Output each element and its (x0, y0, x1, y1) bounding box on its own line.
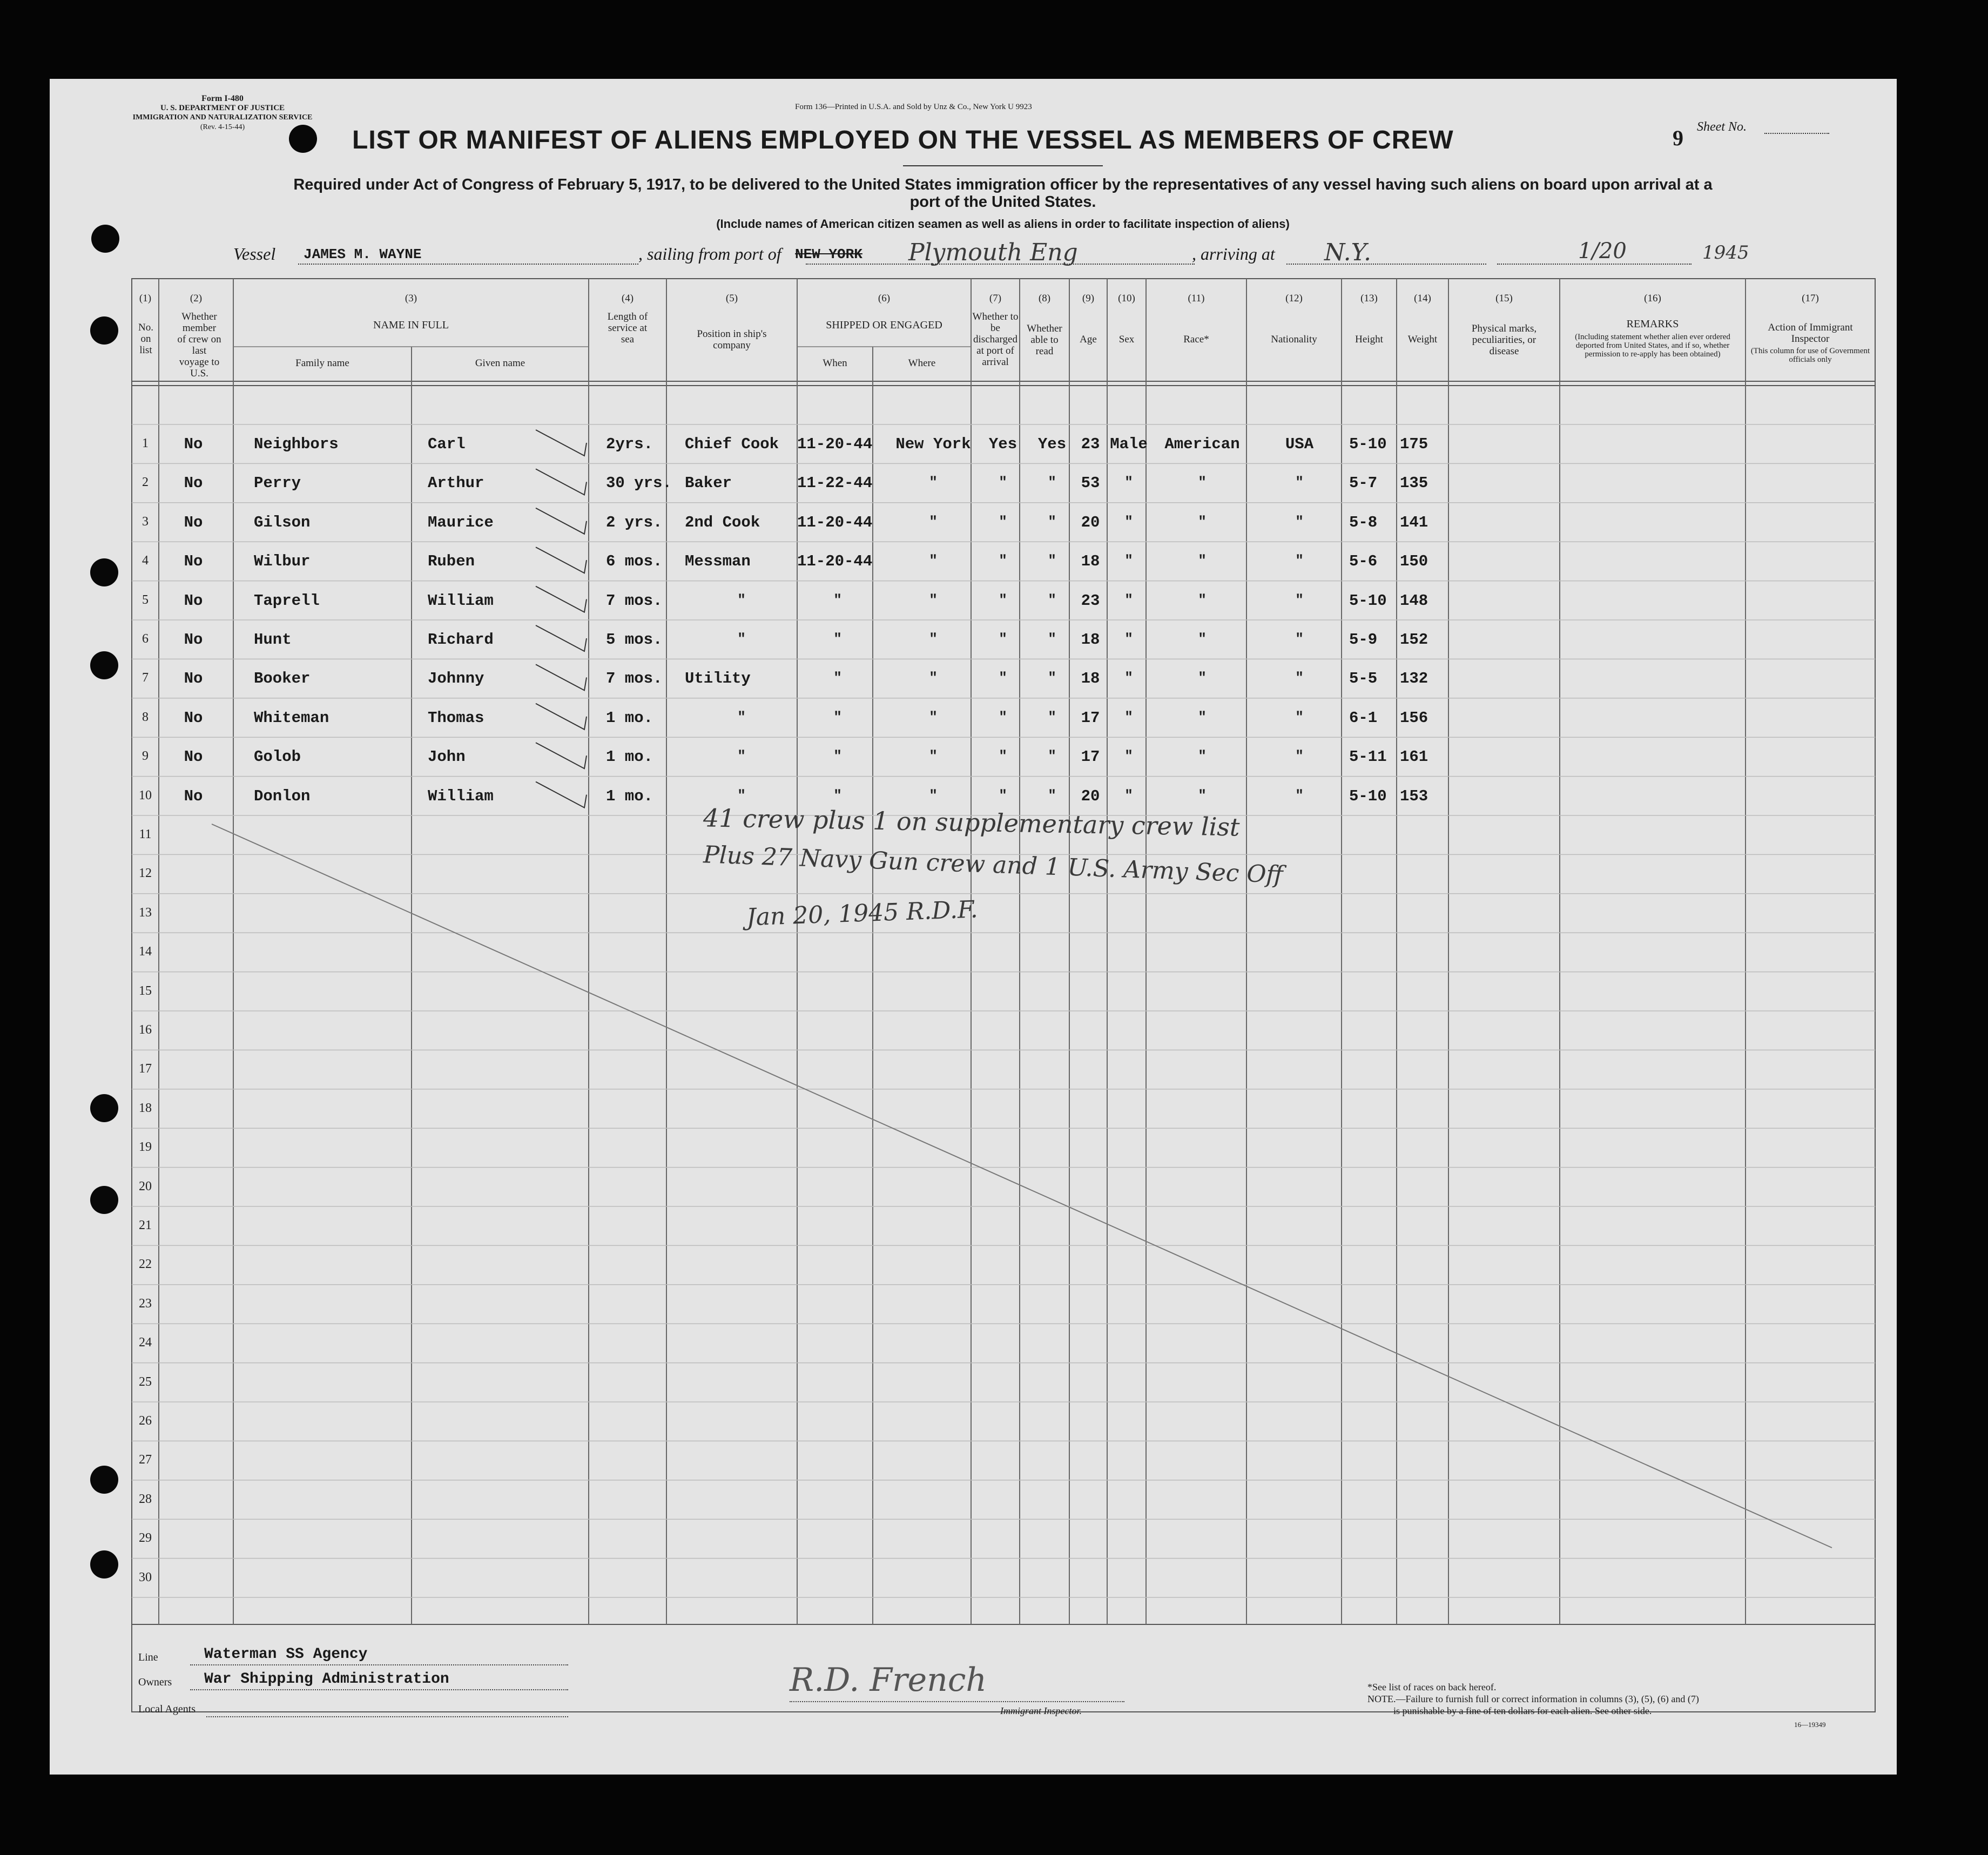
given-name-cell: William (428, 787, 494, 805)
nationality-cell: " (1295, 513, 1304, 530)
given-name-cell: Ruben (428, 552, 475, 571)
row-number: 4 (142, 554, 149, 568)
family-name-cell: Neighbors (254, 435, 339, 453)
col16-header: REMARKS (1626, 318, 1679, 330)
shipped-where-cell: New York (895, 435, 971, 453)
row-number: 5 (142, 592, 149, 607)
service-line: IMMIGRATION AND NATURALIZATION SERVICE (132, 113, 313, 122)
col6-header: SHIPPED OR ENGAGED (826, 319, 942, 331)
discharged-cell: " (999, 709, 1007, 725)
height-cell: 5-5 (1349, 670, 1378, 688)
row-number: 8 (142, 710, 149, 724)
row-number: 12 (139, 866, 152, 881)
position-cell: " (737, 709, 746, 725)
position-cell: Utility (685, 670, 751, 688)
prev-voyage-cell: No (184, 787, 203, 805)
race-cell: " (1198, 748, 1207, 765)
signature-underline (790, 1701, 1124, 1702)
shipped-when-cell: " (833, 748, 842, 765)
row-number: 20 (139, 1179, 152, 1193)
age-cell: 18 (1081, 670, 1100, 688)
age-cell: 23 (1081, 435, 1100, 453)
sailing-port-handwritten: Plymouth Eng (908, 239, 1078, 266)
weight-cell: 132 (1400, 670, 1428, 688)
race-cell: " (1198, 670, 1207, 686)
col14-num: (14) (1414, 293, 1431, 304)
col17-subheader: (This column for use of Government officials only (1750, 347, 1870, 364)
sex-cell: " (1124, 748, 1133, 765)
prev-voyage-cell: No (184, 513, 203, 531)
shipped-where-cell: " (929, 552, 938, 569)
prev-voyage-cell: No (184, 474, 203, 493)
row-number: 1 (142, 436, 149, 450)
height-cell: 5-11 (1349, 748, 1387, 766)
col6-num: (6) (878, 293, 891, 304)
col10-num: (10) (1118, 293, 1135, 304)
col2-header: Whether member of crew on last voyage to U.S. (177, 311, 221, 379)
shipped-where-cell: " (929, 748, 938, 765)
shipped-when-cell: " (833, 670, 842, 686)
given-name-cell: Arthur (428, 474, 484, 493)
height-cell: 6-1 (1349, 709, 1378, 727)
shipped-where-cell: " (929, 670, 938, 686)
service-length-cell: 6 mos. (606, 552, 663, 571)
family-name-cell: Gilson (254, 513, 311, 531)
age-cell: 17 (1081, 748, 1100, 766)
line-underline (190, 1664, 568, 1665)
arrival-year: 1945 (1702, 242, 1749, 264)
able-to-read-cell: " (1048, 513, 1056, 530)
col12-header: Nationality (1271, 334, 1317, 345)
weight-cell: 175 (1400, 435, 1428, 453)
weight-cell: 141 (1400, 513, 1428, 531)
weight-cell: 148 (1400, 591, 1428, 610)
able-to-read-cell: " (1048, 591, 1056, 608)
col6-where-header: Where (908, 357, 936, 369)
row-number: 29 (139, 1531, 152, 1546)
service-length-cell: 30 yrs. (606, 474, 672, 493)
family-name-cell: Whiteman (254, 709, 329, 727)
owners-underline (190, 1689, 568, 1690)
discharged-cell: " (999, 513, 1007, 530)
race-cell: " (1198, 513, 1207, 530)
row-number: 22 (139, 1257, 152, 1272)
race-cell: American (1164, 435, 1240, 453)
row-number: 6 (142, 632, 149, 646)
nationality-cell: " (1295, 670, 1304, 686)
shipped-where-cell: " (929, 591, 938, 608)
col11-header: Race* (1183, 334, 1209, 345)
service-length-cell: 7 mos. (606, 670, 663, 688)
race-cell: " (1198, 631, 1207, 647)
shipped-when-cell: " (833, 709, 842, 725)
col8-num: (8) (1038, 293, 1051, 304)
sheet-label: Sheet No. (1697, 120, 1747, 134)
row-number: 10 (139, 788, 152, 802)
service-length-cell: 5 mos. (606, 631, 663, 649)
height-cell: 5-7 (1349, 474, 1378, 493)
given-name-cell: Maurice (428, 513, 494, 531)
position-cell: 2nd Cook (685, 513, 760, 531)
position-cell: Baker (685, 474, 732, 493)
weight-cell: 135 (1400, 474, 1428, 493)
row-number: 11 (139, 827, 152, 841)
page-title: LIST OR MANIFEST OF ALIENS EMPLOYED ON THE VESSEL AS MEMBERS OF CREW (352, 126, 1454, 154)
family-name-cell: Donlon (254, 787, 311, 805)
owners-value: War Shipping Administration (204, 1671, 449, 1688)
able-to-read-cell: Yes (1037, 435, 1067, 453)
row-number: 15 (139, 983, 152, 998)
vessel-name: JAMES M. WAYNE (304, 246, 422, 262)
able-to-read-cell: " (1048, 709, 1056, 725)
col1-num: (1) (139, 293, 152, 304)
race-cell: " (1198, 591, 1207, 608)
position-cell: Chief Cook (685, 435, 779, 453)
given-name-cell: Carl (428, 435, 466, 453)
col16-num: (16) (1644, 293, 1661, 304)
discharged-cell: " (999, 474, 1007, 491)
col3-header: NAME IN FULL (373, 319, 449, 331)
col11-num: (11) (1188, 293, 1205, 304)
prev-voyage-cell: No (184, 670, 203, 688)
height-cell: 5-6 (1349, 552, 1378, 571)
penalty-note-2: is punishable by a fine of ten dollars for each alien. See other side. (1393, 1705, 1652, 1716)
handwritten-note-line-1: 41 crew plus 1 on supplementary crew list (703, 803, 1240, 842)
row-number: 24 (139, 1335, 152, 1350)
immigrant-inspector-label: Immigrant Inspector. (1000, 1705, 1082, 1716)
col13-header: Height (1355, 334, 1383, 345)
discharged-cell: " (999, 552, 1007, 569)
family-name-cell: Wilbur (254, 552, 311, 571)
prev-voyage-cell: No (184, 748, 203, 766)
required-line: Required under Act of Congress of February 5, 1917, to be delivered to the United States immigration officer by the representatives of any vessel having such aliens on board upon arrival at a (293, 176, 1713, 193)
col3-given-header: Given name (475, 357, 525, 369)
race-cell: " (1198, 552, 1207, 569)
form-number: Form I-480 (201, 94, 244, 103)
service-length-cell: 2yrs. (606, 435, 653, 453)
shipped-when-cell: 11-20-44 (797, 435, 873, 453)
weight-cell: 150 (1400, 552, 1428, 571)
prev-voyage-cell: No (184, 631, 203, 649)
nationality-cell: " (1295, 787, 1304, 804)
nationality-cell: " (1295, 631, 1304, 647)
col7-num: (7) (989, 293, 1002, 304)
sailing-label: , sailing from port of (638, 244, 781, 264)
nationality-cell: " (1295, 709, 1304, 725)
line-value: Waterman SS Agency (204, 1646, 368, 1663)
row-number: 14 (139, 945, 152, 959)
required-line-2: port of the United States. (909, 193, 1096, 211)
service-length-cell: 1 mo. (606, 787, 653, 805)
shipped-where-cell: " (929, 631, 938, 647)
family-name-cell: Hunt (254, 631, 292, 649)
position-cell: " (737, 591, 746, 608)
shipped-when-cell: " (833, 591, 842, 608)
revision-line: (Rev. 4-15-44) (200, 123, 245, 131)
row-number: 9 (142, 749, 149, 764)
sex-cell: " (1124, 474, 1133, 491)
nationality-cell: " (1295, 474, 1304, 491)
shipped-when-cell: " (833, 631, 842, 647)
sex-cell: " (1124, 670, 1133, 686)
row-number: 25 (139, 1374, 152, 1389)
age-cell: 53 (1081, 474, 1100, 493)
age-cell: 18 (1081, 631, 1100, 649)
row-number: 17 (139, 1062, 152, 1076)
race-cell: " (1198, 787, 1207, 804)
given-name-cell: Thomas (428, 709, 484, 727)
nationality-cell: " (1295, 748, 1304, 765)
row-number: 21 (139, 1218, 152, 1232)
race-cell: " (1198, 474, 1207, 491)
col4-num: (4) (621, 293, 634, 304)
age-cell: 17 (1081, 709, 1100, 727)
weight-cell: 152 (1400, 631, 1428, 649)
weight-cell: 153 (1400, 787, 1428, 805)
nationality-cell: " (1295, 552, 1304, 569)
col17-header: Action of Immigrant Inspector (1768, 322, 1853, 345)
given-name-cell: John (428, 748, 466, 766)
able-to-read-cell: " (1048, 787, 1056, 804)
col4-header: Length of service at sea (607, 311, 648, 345)
weight-cell: 161 (1400, 748, 1428, 766)
position-cell: " (737, 631, 746, 647)
service-length-cell: 1 mo. (606, 748, 653, 766)
col17-num: (17) (1802, 293, 1819, 304)
sheet-number: 9 (1673, 126, 1683, 150)
discharged-cell: " (999, 670, 1007, 686)
col3-family-header: Family name (295, 357, 349, 369)
able-to-read-cell: " (1048, 631, 1056, 647)
col16-subheader: (Including statement whether alien ever ordered deported from United States, and if so, whether permission to re-apply has been obtained) (1575, 333, 1730, 359)
arrival-date: 1/20 (1578, 239, 1627, 264)
col2-num: (2) (190, 293, 203, 304)
inspector-signature: R.D. French (790, 1661, 987, 1699)
discharged-cell: " (999, 631, 1007, 647)
shipped-where-cell: " (929, 513, 938, 530)
penalty-note-1: NOTE.—Failure to furnish full or correct information in columns (3), (5), (6) and (7) (1367, 1694, 1699, 1704)
service-length-cell: 2 yrs. (606, 513, 663, 531)
col5-num: (5) (725, 293, 738, 304)
sailing-port-typed: NEW YORK (795, 246, 862, 262)
printer-line: Form 136—Printed in U.S.A. and Sold by Unz & Co., New York U 9923 (795, 103, 1032, 111)
col8-header: Whether able to read (1027, 323, 1062, 357)
row-number: 27 (139, 1453, 152, 1467)
discharged-cell: Yes (988, 435, 1017, 453)
shipped-where-cell: " (929, 787, 938, 804)
discharged-cell: " (999, 748, 1007, 765)
handwritten-note-line-2: Plus 27 Navy Gun crew and 1 U.S. Army Sec Off (703, 841, 1284, 889)
races-note: *See list of races on back hereof. (1367, 1682, 1497, 1692)
shipped-where-cell: " (929, 474, 938, 491)
able-to-read-cell: " (1048, 474, 1056, 491)
height-cell: 5-9 (1349, 631, 1378, 649)
family-name-cell: Booker (254, 670, 311, 688)
position-cell: " (737, 787, 746, 804)
service-length-cell: 7 mos. (606, 591, 663, 610)
manifest-sheet (50, 79, 1897, 1775)
sex-cell: " (1124, 787, 1133, 804)
nationality-cell: " (1295, 591, 1304, 608)
given-name-cell: Richard (428, 631, 494, 649)
nationality-cell: USA (1285, 435, 1314, 453)
age-cell: 18 (1081, 552, 1100, 571)
height-cell: 5-8 (1349, 513, 1378, 531)
prev-voyage-cell: No (184, 591, 203, 610)
sex-cell: " (1124, 709, 1133, 725)
weight-cell: 156 (1400, 709, 1428, 727)
position-cell: " (737, 748, 746, 765)
line-label: Line (138, 1651, 158, 1663)
vessel-label: Vessel (233, 244, 276, 264)
col3-num: (3) (405, 293, 417, 304)
row-number: 23 (139, 1296, 152, 1311)
family-name-cell: Perry (254, 474, 301, 493)
col1-header: No. on list (138, 322, 153, 356)
shipped-when-cell: 11-20-44 (797, 552, 873, 571)
arriving-label: , arriving at (1192, 244, 1275, 264)
form-code: 16—19349 (1794, 1721, 1826, 1729)
race-cell: " (1198, 709, 1207, 725)
row-number: 13 (139, 905, 152, 920)
height-cell: 5-10 (1349, 787, 1387, 805)
col13-num: (13) (1360, 293, 1378, 304)
sex-cell: " (1124, 591, 1133, 608)
arriving-port: N.Y. (1324, 239, 1372, 266)
handwritten-note-line-3: Jan 20, 1945 R.D.F. (746, 895, 979, 932)
col9-num: (9) (1082, 293, 1095, 304)
position-cell: Messman (685, 552, 751, 571)
col15-header: Physical marks, peculiarities, or disease (1471, 323, 1537, 357)
row-number: 26 (139, 1414, 152, 1428)
able-to-read-cell: " (1048, 748, 1056, 765)
prev-voyage-cell: No (184, 709, 203, 727)
sex-cell: " (1124, 631, 1133, 647)
given-name-cell: Johnny (428, 670, 484, 688)
col10-header: Sex (1118, 334, 1135, 345)
prev-voyage-cell: No (184, 552, 203, 571)
row-number: 7 (142, 671, 149, 685)
shipped-when-cell: 11-20-44 (797, 513, 873, 531)
department-line: U. S. DEPARTMENT OF JUSTICE (160, 104, 285, 112)
height-cell: 5-10 (1349, 435, 1387, 453)
row-number: 19 (139, 1140, 152, 1155)
age-cell: 20 (1081, 513, 1100, 531)
col5-header: Position in ship's company (697, 328, 767, 351)
shipped-where-cell: " (929, 709, 938, 725)
able-to-read-cell: " (1048, 670, 1056, 686)
shipped-when-cell: " (833, 787, 842, 804)
owners-label: Owners (138, 1676, 172, 1688)
col6-when-header: When (823, 357, 847, 369)
col15-num: (15) (1495, 293, 1513, 304)
sex-cell: " (1124, 552, 1133, 569)
service-length-cell: 1 mo. (606, 709, 653, 727)
row-number: 28 (139, 1492, 152, 1506)
shipped-when-cell: 11-22-44 (797, 474, 873, 493)
family-name-cell: Golob (254, 748, 301, 766)
able-to-read-cell: " (1048, 552, 1056, 569)
row-number: 18 (139, 1101, 152, 1115)
include-note: (Include names of American citizen seamen as well as aliens in order to facilitate inspection of aliens) (716, 217, 1290, 231)
col14-header: Weight (1407, 334, 1438, 345)
age-cell: 20 (1081, 787, 1100, 805)
row-number: 2 (142, 475, 149, 490)
family-name-cell: Taprell (254, 591, 320, 610)
discharged-cell: " (999, 591, 1007, 608)
sex-cell: " (1124, 513, 1133, 530)
agents-underline (206, 1716, 568, 1717)
row-number: 16 (139, 1023, 152, 1037)
col9-header: Age (1080, 334, 1097, 345)
local-agents-label: Local Agents (138, 1703, 196, 1715)
given-name-cell: William (428, 591, 494, 610)
sex-cell: Male (1110, 435, 1148, 453)
row-number: 3 (142, 514, 149, 529)
prev-voyage-cell: No (184, 435, 203, 453)
age-cell: 23 (1081, 591, 1100, 610)
col7-header: Whether to be discharged at port of arrival (972, 311, 1019, 368)
col12-num: (12) (1285, 293, 1303, 304)
row-number: 30 (139, 1570, 152, 1584)
discharged-cell: " (999, 787, 1007, 804)
height-cell: 5-10 (1349, 591, 1387, 610)
